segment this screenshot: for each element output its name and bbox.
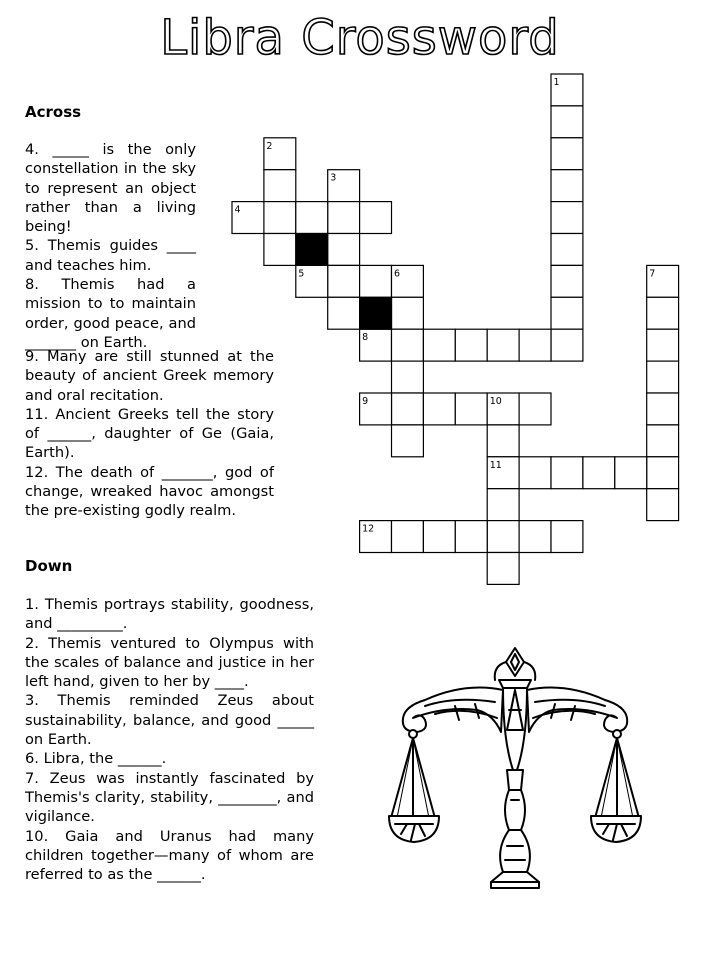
grid-clue-number: 2 bbox=[266, 140, 273, 152]
across-clue-4: 4. _____ is the only constellation in the sky to represent an object rather than a living being! bbox=[25, 141, 196, 236]
grid-cell[interactable] bbox=[392, 425, 424, 457]
across-clue-11: 11. Ancient Greeks tell the story of ______, daughter of Ge (Gaia, Earth). bbox=[25, 405, 274, 462]
grid-cell[interactable] bbox=[328, 297, 360, 329]
grid-clue-number: 10 bbox=[489, 396, 502, 407]
grid-cell[interactable] bbox=[392, 393, 424, 425]
grid-cell[interactable] bbox=[519, 457, 551, 489]
grid-cell[interactable] bbox=[487, 489, 519, 521]
grid-clue-number: 5 bbox=[298, 268, 305, 280]
libra-scales-illustration bbox=[385, 640, 655, 895]
grid-clue-number: 4 bbox=[234, 204, 241, 216]
down-clue-2: 2. Themis ventured to Olympus with the scales of balance and justice in her left hand, given to her by ____. bbox=[25, 634, 314, 691]
grid-cell[interactable] bbox=[647, 489, 679, 521]
grid-cell-blocked bbox=[296, 234, 328, 266]
grid-cell[interactable] bbox=[583, 457, 615, 489]
grid-cell[interactable] bbox=[647, 425, 679, 457]
grid-cell[interactable] bbox=[296, 202, 328, 234]
grid-clue-number: 9 bbox=[362, 396, 369, 407]
grid-cell[interactable] bbox=[455, 393, 487, 425]
grid-cell[interactable] bbox=[647, 329, 679, 361]
grid-cell[interactable] bbox=[615, 457, 647, 489]
grid-cell[interactable] bbox=[551, 457, 583, 489]
grid-cell[interactable] bbox=[392, 297, 424, 329]
down-clue-1: 1. Themis portrays stability, goodness, and _________. bbox=[25, 596, 314, 633]
grid-cell[interactable] bbox=[551, 297, 583, 329]
grid-cell[interactable] bbox=[551, 138, 583, 170]
grid-cell[interactable] bbox=[519, 329, 551, 361]
grid-cell[interactable] bbox=[551, 202, 583, 234]
grid-cell[interactable] bbox=[328, 234, 360, 266]
grid-cell[interactable] bbox=[487, 329, 519, 361]
grid-clue-number: 11 bbox=[489, 459, 502, 471]
grid-cell[interactable] bbox=[551, 170, 583, 202]
across-clue-8: 8. Themis had a mission to to maintain order, good peace, and _______ on Earth. bbox=[25, 276, 196, 351]
grid-cell[interactable] bbox=[647, 361, 679, 393]
grid-cell[interactable] bbox=[423, 329, 455, 361]
grid-cell[interactable] bbox=[423, 521, 455, 553]
grid-clue-number: 12 bbox=[362, 523, 375, 535]
grid-cell[interactable] bbox=[360, 265, 392, 297]
grid-cell[interactable] bbox=[264, 170, 296, 202]
across-clue-5: 5. Themis guides ____ and teaches him. bbox=[25, 237, 196, 274]
grid-clue-number: 8 bbox=[362, 332, 369, 344]
down-clue-7: 7. Zeus was instantly fascinated by Themis's clarity, stability, ________, and vigilance. bbox=[25, 769, 314, 826]
grid-cell[interactable] bbox=[487, 425, 519, 457]
grid-cell[interactable] bbox=[264, 234, 296, 266]
page-title: Libra Crossword bbox=[160, 10, 560, 66]
grid-clue-number: 6 bbox=[394, 268, 401, 280]
grid-cell[interactable] bbox=[392, 521, 424, 553]
grid-cell[interactable] bbox=[519, 521, 551, 553]
grid-cell[interactable] bbox=[392, 361, 424, 393]
grid-cell-blocked bbox=[360, 297, 392, 329]
grid-cell[interactable] bbox=[551, 521, 583, 553]
grid-cell[interactable] bbox=[264, 202, 296, 234]
grid-cell[interactable] bbox=[455, 521, 487, 553]
grid-cell[interactable] bbox=[360, 202, 392, 234]
grid-cell[interactable] bbox=[519, 393, 551, 425]
grid-cell[interactable] bbox=[647, 297, 679, 329]
down-clue-10: 10. Gaia and Uranus had many children together—many of whom are referred to as the ______. bbox=[25, 827, 314, 884]
grid-cell[interactable] bbox=[328, 202, 360, 234]
grid-cell[interactable] bbox=[328, 265, 360, 297]
grid-cell[interactable] bbox=[487, 553, 519, 585]
across-heading: Across bbox=[25, 103, 82, 121]
grid-cell[interactable] bbox=[455, 329, 487, 361]
down-clue-3: 3. Themis reminded Zeus about sustainability, balance, and good _____ on Earth. bbox=[25, 692, 314, 749]
down-clue-6: 6. Libra, the ______. bbox=[25, 750, 167, 768]
grid-clue-number: 1 bbox=[553, 77, 560, 88]
grid-cell[interactable] bbox=[551, 265, 583, 297]
grid-cell[interactable] bbox=[551, 329, 583, 361]
grid-cell[interactable] bbox=[551, 106, 583, 138]
grid-cell[interactable] bbox=[487, 521, 519, 553]
down-heading: Down bbox=[25, 557, 73, 575]
grid-clue-number: 7 bbox=[649, 268, 656, 280]
across-clue-9: 9. Many are still stunned at the beauty of ancient Greek memory and oral recitation. bbox=[25, 348, 274, 404]
grid-clue-number: 3 bbox=[330, 172, 337, 184]
grid-cell[interactable] bbox=[423, 393, 455, 425]
grid-cell[interactable] bbox=[392, 329, 424, 361]
across-clue-12: 12. The death of _______, god of change, wreaked havoc amongst the pre-existing godly realm. bbox=[25, 463, 274, 520]
grid-cell[interactable] bbox=[551, 234, 583, 266]
grid-cell[interactable] bbox=[647, 393, 679, 425]
grid-cell[interactable] bbox=[647, 457, 679, 489]
